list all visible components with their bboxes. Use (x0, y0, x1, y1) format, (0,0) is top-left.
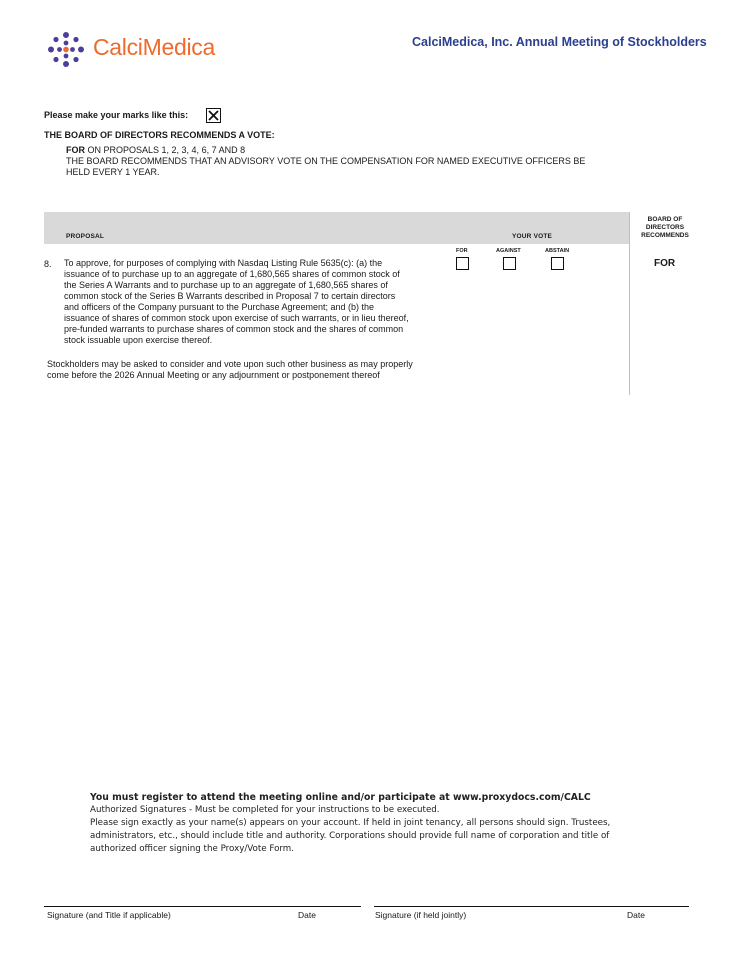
date-label-1: Date (298, 910, 316, 920)
register-online-note: You must register to attend the meeting online and/or participate at www.proxydocs.com/CALC (90, 792, 591, 803)
recommendation-for-line (66, 145, 646, 156)
signature-line-1[interactable] (44, 906, 361, 907)
calcimedica-logo-icon (45, 30, 95, 70)
signature-label-1: Signature (and Title if applicable) (47, 910, 171, 920)
date-label-2: Date (627, 910, 645, 920)
rec-advisory-line-2: HELD EVERY 1 YEAR. (66, 167, 160, 177)
proposal-number: 8. (44, 259, 52, 269)
signature-line-2[interactable] (374, 906, 689, 907)
vote-against-checkbox[interactable] (503, 257, 516, 270)
other-business-line-1: Stockholders may be asked to consider and vote upon such other business as may properly (47, 359, 413, 369)
sign-instructions-line-3: authorized officer signing the Proxy/Vote Form. (90, 844, 295, 854)
logo-wordmark: CalciMedica (93, 34, 215, 60)
proposal-line: issuance of to purchase up to an aggregate of 1,680,565 shares of common stock of (64, 269, 400, 279)
proposal-line: To approve, for purposes of complying with Nasdaq Listing Rule 5635(c): (a) the (64, 258, 383, 268)
meeting-title: CalciMedica, Inc. Annual Meeting of Stockholders (412, 35, 707, 49)
vote-label-abstain: ABSTAIN (545, 248, 570, 254)
column-header-board-recommends: BOARD OF DIRECTORS RECOMMENDS (641, 216, 689, 239)
board-recommends-heading: THE BOARD OF DIRECTORS RECOMMENDS A VOTE: (44, 130, 275, 140)
column-divider (629, 212, 630, 395)
proposal-line: common stock of the Series B Warrants described in Proposal 7 to certain directors (64, 291, 396, 301)
proposal-text (64, 258, 444, 346)
vote-for-checkbox[interactable] (456, 257, 469, 270)
proposal-line: the Series A Warrants and to purchase up to an aggregate of 1,680,565 shares of (64, 280, 388, 290)
column-header-your-vote: YOUR VOTE (512, 233, 553, 240)
proposal-line: and officers of the Company pursuant to the Purchase Agreement; and (b) the (64, 302, 375, 312)
other-business-note (47, 359, 457, 381)
rec-advisory-line-1: THE BOARD RECOMMENDS THAT AN ADVISORY VOTE ON THE COMPENSATION FOR NAMED EXECUTIVE OFFICERS BE (66, 156, 586, 166)
proposal-line: pre-funded warrants to purchase shares of common stock and the shares of common (64, 324, 404, 334)
footer-instructions (90, 791, 650, 856)
column-header-proposal: PROPOSAL (66, 233, 105, 240)
vote-label-against: AGAINST (496, 248, 521, 254)
x-mark-icon (207, 109, 220, 122)
signature-label-2: Signature (if held jointly) (375, 910, 467, 920)
vote-label-for: FOR (456, 248, 468, 254)
proposal-line: stock issuable upon exercise thereof. (64, 335, 213, 345)
proposal-line: issuance of shares of common stock upon exercise of such warrants, or in lieu thereof, (64, 313, 409, 323)
marks-instruction: Please make your marks like this: (44, 110, 189, 120)
board-recommendation: FOR (654, 258, 676, 269)
vote-abstain-checkbox[interactable] (551, 257, 564, 270)
authorized-signatures-note: Authorized Signatures - Must be completed for your instructions to be executed. (90, 805, 440, 815)
other-business-line-2: come before the 2026 Annual Meeting or any adjournment or postponement thereof (47, 370, 380, 380)
sign-instructions-line-1: Please sign exactly as your name(s) appears on your account. If held in joint tenancy, all persons should sign. Trustees, (90, 818, 611, 828)
rec-for-rest: ON PROPOSALS 1, 2, 3, 4, 6, 7 AND 8 (87, 145, 246, 155)
rec-for-bold: FOR (66, 145, 85, 155)
sign-instructions-line-2: administrators, etc., should include title and authority. Corporations should provide full name of corporation and title of (90, 831, 610, 841)
example-mark-box (206, 108, 221, 123)
